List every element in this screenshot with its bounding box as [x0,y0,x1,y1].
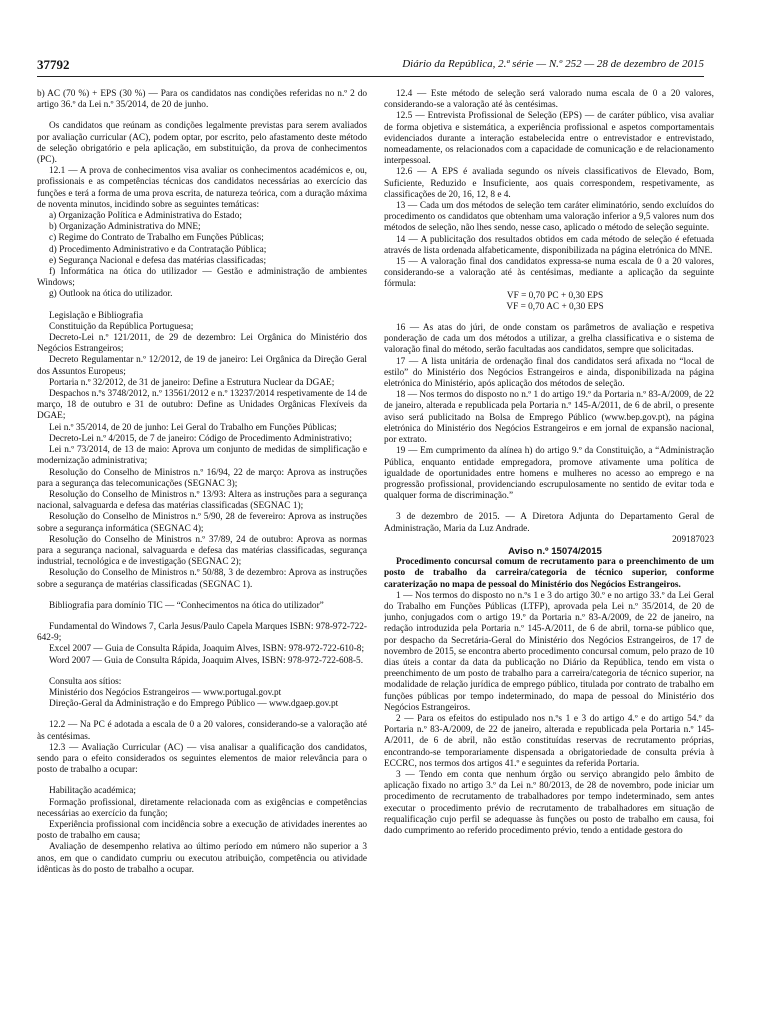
paragraph: Resolução do Conselho de Ministros n.º 16/94, 22 de março: Aprova as instruções para a segurança das telecomunicações (SEGNAC 3); [37,467,367,489]
list-item: g) Outlook na ótica do utilizador. [49,289,173,300]
paragraph: 12.5 — Entrevista Profissional de Seleção (EPS) — de caráter público, visa avaliar de forma objetiva e sistemática, a experiência profissional e aspetos comportamentais evidenciados durante a interação estabelecida entre o entrevistador e entrevistado, nomeadamente, os relacionados com a capacidade de comunicação e de relacionamento interpessoal. [384,111,714,167]
list-item: b) Organização Administrativa do MNE; [49,222,201,233]
paragraph: Excel 2007 — Guia de Consulta Rápida, Joaquim Alves, ISBN: 978-972-722-610-8; [49,644,365,655]
reference-number: 209187023 [672,534,714,545]
paragraph: Constituição da República Portuguesa; [49,321,194,332]
list-item: d) Procedimento Administrativo e da Contratação Pública; [49,244,267,255]
paragraph: Lei n.º 35/2014, de 20 de junho: Lei Geral do Trabalho em Funções Públicas; [49,422,337,433]
paragraph: b) AC (70 %) + EPS (30 %) — Para os candidatos nas condições referidas no n.º 2 do artigo 36.º da Lei n.º 35/2014, de 20 de junho. [37,89,367,111]
paragraph: Os candidatos que reúnam as condições legalmente previstas para serem avaliados por avaliação curricular (AC), podem optar, por escrito, pelo afastamento deste método de seleção obrigatório e pela aplicação, em substituição, da prova de conhecimentos (PC). [37,121,367,166]
paragraph: Decreto-Lei n.º 121/2011, de 29 de dezembro: Lei Orgânica do Ministério dos Negócios Estrangeiros; [37,333,367,355]
list-item: f) Informática na ótica do utilizador — Gestão e administração de ambientes Windows; [37,267,367,289]
aviso-title: Aviso n.º 15074/2015 [508,545,602,557]
paragraph: 3 — Tendo em conta que nenhum órgão ou serviço abrangido pelo âmbito de aplicação fixado no artigo 3.º da Lei n.º 80/2013, de 28 de novembro, pode iniciar um procedimento de recrutamento de trabalhadores por tempo indeterminado, sem antes executar o procedimento prévio de recrutamento de trabalhadores em situação de requalificação cujo perfil se adequasse às funções ou posto de trabalho em causa, foi dado cumprimento ao referido procedimento prévio, tendo a entidade gestora do [384,769,714,836]
paragraph: 19 — Em cumprimento da alínea h) do artigo 9.º da Constituição, a “Administração Pública, enquanto entidade empregadora, promove ativamente uma política de igualdade de oportunidades entre homens e mulheres no acesso ao emprego e na progressão profissional, providenciando escrupulosamente no sentido de evitar toda e qualquer forma de discriminação.” [384,446,714,502]
formula: VF = 0,70 PC + 0,30 EPS [506,290,604,301]
list-item: a) Organização Política e Administrativa do Estado; [49,211,242,222]
paragraph: Decreto Regulamentar n.º 12/2012, de 19 de janeiro: Lei Orgânica da Direção Geral dos Assuntos Europeus; [37,355,367,377]
paragraph: 14 — A publicitação dos resultados obtidos em cada método de seleção é efetuada através de lista ordenada alfabeticamente, disponibilizada na página eletrónica do MNE. [384,234,714,256]
paragraph: 15 — A valoração final dos candidatos expressa-se numa escala de 0 a 20 valores, considerando-se a valoração até às centésimas, mediante a aplicação da seguinte fórmula: [384,257,714,290]
paragraph: 12.1 — A prova de conhecimentos visa avaliar os conhecimentos académicos e, ou, profissionais e as competências técnicas dos candidatos necessárias ao exercício das funções e terá a forma de uma prova escrita, de natureza teórica, com a duração máxima de noventa minutos, incidindo sobre as seguintes temáticas: [37,166,367,210]
signature-line: 3 de dezembro de 2015. — A Diretora Adjunta do Departamento Geral de Administração, Maria da Luz Andrade. [384,512,714,534]
paragraph: Decreto-Lei n.º 4/2015, de 7 de janeiro: Código de Procedimento Administrativo; [49,433,352,444]
paragraph: Fundamental do Windows 7, Carla Jesus/Paulo Capela Marques ISBN: 978-972-722-642-9; [37,621,367,644]
right-column [384,89,714,1014]
paragraph: 13 — Cada um dos métodos de seleção tem caráter eliminatório, sendo excluídos do procedimento os candidatos que obtenham uma valoração inferior a 9,5 valores num dos métodos de seleção, não lhes sendo, nesse caso, aplicado o método de seleção seguinte. [384,201,714,234]
paragraph: Resolução do Conselho de Ministros n.º 13/93: Altera as instruções para a segurança nacional, salvaguarda e defesa das matérias classificadas (SEGNAC 1); [37,489,367,512]
paragraph: 12.3 — Avaliação Curricular (AC) — visa analisar a qualificação dos candidatos, sendo para o efeito considerados os seguintes elementos de maior relevância para o posto de trabalho a ocupar: [37,742,367,776]
list-item: e) Segurança Nacional e defesa das matérias classificadas; [49,255,267,266]
list-item: Avaliação de desempenho relativa ao último período em número não superior a 3 anos, em que o candidato cumpriu ou executou atribuição, competência ou atividade idênticas às do posto de trabalho a ocupar. [37,842,367,875]
paragraph: 18 — Nos termos do disposto no n.º 1 do artigo 19.º da Portaria n.º 83-A/2009, de 22 de janeiro, alterada e republicada pela Portaria n.º 145-A/2011, de 6 de abril, o presente aviso será publicitado na Bolsa de Emprego Público (www.bep.gov.pt), na página eletrónica do Ministério dos Negócios Estrangeiros e em jornal de expansão nacional, por extrato. [384,390,714,446]
section-heading: Bibliografia para domínio TIC — “Conhecimentos na ótica do utilizador” [49,600,324,611]
paragraph: 12.6 — A EPS é avaliada segundo os níveis classificativos de Elevado, Bom, Suficiente, Reduzido e Insuficiente, aos quais correspondem, respetivamente, as classificações de 20, 16, 12, 8 e 4. [384,167,714,200]
section-heading: Legislação e Bibliografia [49,310,143,321]
left-column [37,89,367,1014]
paragraph: 17 — A lista unitária de ordenação final dos candidatos será afixada no “local de estilo” do Ministério dos Negócios Estrangeiros e ainda, disponibilizada na página eletrónica do Ministério, após aplicação dos métodos de seleção. [384,356,714,390]
paragraph: Portaria n.º 32/2012, de 31 de janeiro: Define a Estrutura Nuclear da DGAE; [49,377,335,388]
paragraph: Ministério dos Negócios Estrangeiros — www.portugal.gov.pt [49,687,282,698]
paragraph: 16 — As atas do júri, de onde constam os parâmetros de avaliação e respetiva ponderação de cada um dos métodos a utilizar, a grelha classificativa e o sistema de valoração final do método, serão facultadas aos candidatos, sempre que solicitadas. [384,323,714,356]
publication-header: Diário da República, 2.ª série — N.º 252 — 28 de dezembro de 2015 [402,58,704,70]
paragraph: Direção-Geral da Administração e do Emprego Público — www.dgaep.gov.pt [49,699,339,710]
list-item: c) Regime do Contrato de Trabalho em Funções Públicas; [49,233,264,244]
list-item: Formação profissional, diretamente relacionada com as exigências e competências necessárias ao exercício da função; [37,797,367,819]
paragraph: Resolução do Conselho de Ministros n.º 37/89, 24 de outubro: Aprova as normas para a segurança nacional, salvaguarda e defesa das matérias classificadas, segurança industrial, tecnológica e de investigação (SEGNAC 2); [37,534,367,568]
paragraph: 1 — Nos termos do disposto no n.ºs 1 e 3 do artigo 30.º e no artigo 33.º da Lei Geral do Trabalho em Funções Públicas (LTFP), aprovada pela Lei n.º 35/2014, de 20 de junho, conjugados com o artigo 19.º da Portaria n.º 83-A/2009, de 22 de janeiro, na redação introduzida pela Portaria n.º 145-A/2011, de 6 de abril, torna-se público que, por despacho da Secretária-Geral do Ministério dos Negócios Estrangeiros, de 17 de novembro de 2015, se encontra aberto procedimento concursal comum, pelo prazo de 10 dias úteis a contar da data da publicação no Diário da República, tendo em vista o preenchimento de um posto de trabalho para a carreira/categoria de técnico superior, na modalidade de relação jurídica de emprego público, titulada por contrato de trabalho em funções públicas por tempo indeterminado, do mapa de pessoal do Ministério dos Negócios Estrangeiros. [384,590,714,713]
list-item: Experiência profissional com incidência sobre a execução de atividades inerentes ao posto de trabalho em causa; [37,819,367,842]
formula: VF = 0,70 AC + 0,30 EPS [506,301,604,312]
paragraph: Resolução do Conselho de Ministros n.º 5/90, 28 de fevereiro: Aprova as instruções sobre a segurança informática (SEGNAC 4); [37,512,367,534]
page-number: 37792 [37,57,70,72]
section-heading: Consulta aos sítios: [49,676,122,687]
paragraph: Despachos n.ºs 3748/2012, n.º 13561/2012 e n.º 13237/2014 respetivamente de 14 de março, 18 de outubro e 31 de outubro: Define as Unidades Orgânicas Flexíveis da DGAE; [37,389,367,422]
paragraph: 12.4 — Este método de seleção será valorado numa escala de 0 a 20 valores, considerando-se a valoração até às centésimas. [384,89,714,111]
header-rule [37,76,704,77]
list-item: Habilitação académica; [49,786,136,797]
aviso-subject: Procedimento concursal comum de recrutamento para o preenchimento de um posto de trabalho da carreira/categoria de técnico superior, conforme caraterização no mapa de pessoal do Ministério dos Negócios Estrangeiros. [384,557,714,590]
paragraph: Lei n.º 73/2014, de 13 de maio: Aprova um conjunto de medidas de simplificação e modernização administrativa; [37,445,367,467]
paragraph: 12.2 — Na PC é adotada a escala de 0 a 20 valores, considerando-se a valoração até às centésimas. [37,720,367,742]
paragraph: 2 — Para os efeitos do estipulado nos n.ºs 1 e 3 do artigo 4.º e do artigo 54.º da Portaria n.º 83-A/2009, de 22 de janeiro, alterada e republicada pela Portaria n.º 145-A/2011, de 6 de abril, não estão constituídas reservas de recrutamento próprias, encontrando-se temporariamente dispensada a obrigatoriedade de consulta prévia à ECCRC, nos termos dos artigos 41.º e seguintes da referida Portaria. [384,713,714,769]
paragraph: Resolução do Conselho de Ministros n.º 50/88, 3 de dezembro: Aprova as instruções sobre a segurança de matérias classificadas (SEGNAC 1). [37,568,367,590]
paragraph: Word 2007 — Guia de Consulta Rápida, Joaquim Alves, ISBN: 978-972-722-608-5. [49,655,364,666]
